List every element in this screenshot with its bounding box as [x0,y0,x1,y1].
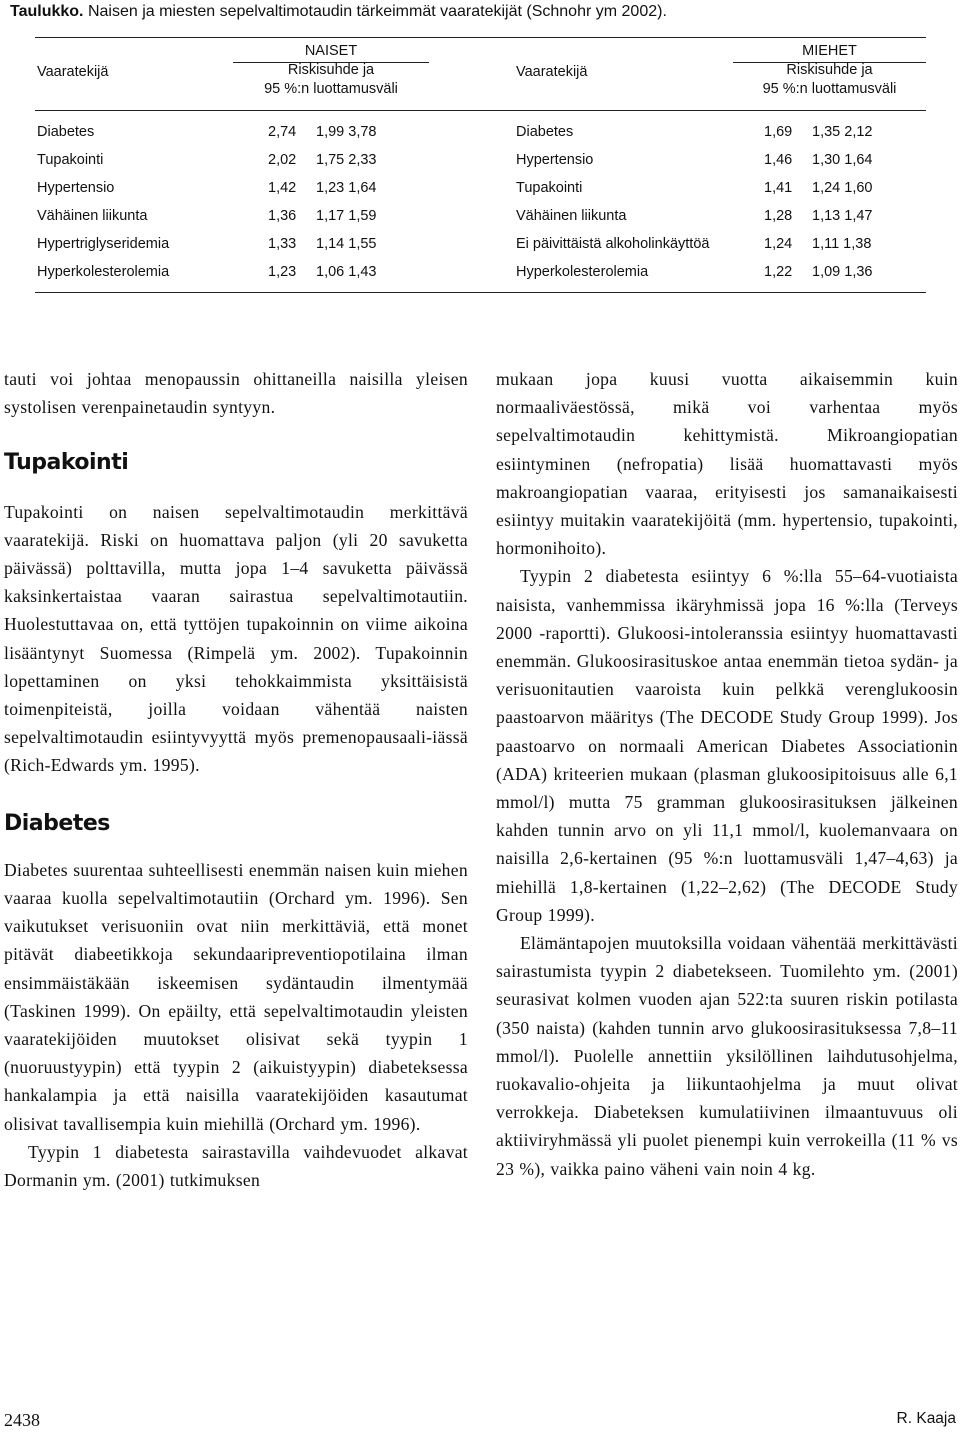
men-risk-label: Riskisuhde ja [786,62,873,78]
table-cell-ci: 1,99 3,78 [316,124,377,140]
table-cell-ratio: 1,69 [764,124,793,140]
table-cell-factor: Diabetes [516,124,574,140]
right-text-column [496,365,958,1183]
paragraph-lifestyle: Elämäntapojen muutoksilla voidaan vähentää merkittävästi sairastumista tyypin 2 diabetekseen. Tuomilehto ym. (2001) seurasivat kolmen vuoden ajan 522:ta suuren riskin potilasta (350 naista) (kahden tunnin arvo glukoosirasituksessa 7,8–11 mmol/l). Puolelle annettiin yksilöllinen laihdutusohjelma, ruokavalio-ohjeita ja liikuntaohjelma ja muut olivat verrokkeja. Diabeteksen kumulatiivinen ilmaantuvuus oli aktiiviryhmässä yli puolet pienempi kuin verrokeilla (11 % vs 23 %), vaikka paino väheni vain noin 4 kg. [496,933,958,1179]
table-cell-ci: 1,23 1,64 [316,180,377,196]
table-cell-ratio: 1,36 [268,208,297,224]
table-cell-factor: Hyperkolesterolemia [516,264,649,280]
author-name: R. Kaaja [896,1410,956,1427]
table-caption [10,3,667,21]
table-cell-factor: Vähäinen liikunta [37,208,148,224]
table-cell-ratio: 1,33 [268,236,297,252]
caption-text: Naisen ja miesten sepelvaltimotaudin tärkeimmät vaaratekijät (Schnohr ym 2002). [87,3,667,20]
table-cell-factor: Vähäinen liikunta [516,208,627,224]
table-cell-ci: 1,13 1,47 [812,208,873,224]
table-cell-factor: Hyperkolesterolemia [37,264,170,280]
table-cell-factor: Hypertensio [37,180,115,196]
table-cell-ratio: 1,24 [764,236,793,252]
table-top-rule [35,37,926,38]
table-cell-ratio: 1,42 [268,180,297,196]
table-cell-factor: Hypertriglyseridemia [37,236,170,252]
women-risk-label: Riskisuhde ja [287,62,375,78]
women-group-header [233,42,429,99]
table-bottom-rule [35,292,926,293]
table-cell-ci: 1,35 2,12 [812,124,873,140]
paragraph-diabetes: Diabetes suurentaa suhteellisesti enemmän naisen kuin miehen vaaraa kuolla sepelvaltimotautiin (Orchard ym. 1996). Sen vaikutukset verisuoniin ovat niin merkittäviä, että monet pitävät diabeetikkoja sekundaaripreventiopotilaina ilman ensimmäistäkään iskeemisen sydäntaudin ilmentymää (Taskinen 1999). On epäilty, että sepelvaltimotaudin yleisten vaaratekijöiden muutokset olisivat sekä tyypin 1 (nuoruustyypin) että tyypin 2 (aikuistyypin) diabeteksessa hankalampia ja että naisilla vaaratekijöiden kasautumat olisivat tavallisempia kuin miehillä (Orchard ym. 1996). [4,859,468,1134]
table-cell-factor: Tupakointi [37,152,104,168]
page-number: 2438 [4,1410,40,1430]
table-cell-ratio: 1,23 [268,264,297,280]
left-text-column [4,365,468,1194]
table-cell-ci: 1,11 1,38 [812,236,872,252]
table-cell-ci: 1,06 1,43 [316,264,377,280]
table-cell-factor: Ei päivittäistä alkoholinkäyttöä [516,236,710,252]
table-cell-factor: Tupakointi [516,180,583,196]
table-cell-ratio: 1,41 [764,180,793,196]
paragraph-type2: Tyypin 2 diabetesta esiintyy 6 %:lla 55–64-vuotiaista naisista, vanhemmissa ikäryhmissä jopa 16 %:lla (Terveys 2000 -raportti). Glukoosi-intoleranssia esiintyy huomattavasti enemmän. Glukoosirasituskoe antaa enemmän tietoa sydän- ja verisuonitautien vaaroista kuin pelkkä verenglukoosin paastoarvon määritys (The DECODE Study Group 1999). Jos paastoarvo on normaali American Diabetes Associationin (ADA) kriteerien mukaan (plasman glukoosipitoisuus alle 6,1 mmol/l) mutta 75 gramman glukoosirasituksen jälkeinen kahden tunnin arvo on yli 11,1 mmol/l, kuolemanvaara on naisilla 2,6-kertainen (95 %:n luottamusväli 1,47–4,63) ja miehillä 1,8-kertainen (1,22–2,62) (The DECODE Study Group 1999). [496,566,958,925]
table-cell-ratio: 2,74 [268,124,297,140]
table-cell-ratio: 1,46 [764,152,793,168]
table-header-rule [35,110,926,111]
table-cell-ci: 1,75 2,33 [316,152,377,168]
table-cell-factor: Diabetes [37,124,95,140]
paragraph-intro: tauti voi johtaa menopaussin ohittaneilla naisilla yleisen systolisen verenpainetaudin syntyyn. [4,369,468,418]
women-factor-header: Vaaratekijä [37,64,109,80]
women-ci-label: 95 %:n luottamusväli [264,81,398,97]
heading-diabetes: Diabetes [4,810,110,836]
table-cell-ci: 1,24 1,60 [812,180,873,196]
table-cell-ci: 1,30 1,64 [812,152,873,168]
caption-label: Taulukko. [10,3,84,20]
table-cell-ci: 1,17 1,59 [316,208,377,224]
women-group-title: NAISET [304,43,358,59]
table-cell-ratio: 1,22 [764,264,793,280]
men-ci-label: 95 %:n luottamusväli [762,81,897,97]
table-cell-ratio: 1,28 [764,208,793,224]
table-cell-ratio: 2,02 [268,152,297,168]
table-cell-ci: 1,09 1,36 [812,264,873,280]
men-group-header [733,42,926,99]
heading-smoking: Tupakointi [4,450,129,476]
paragraph-type1: Tyypin 1 diabetesta sairastavilla vaihdevuodet alkavat Dormanin ym. (2001) tutkimuksen [4,1141,468,1191]
men-group-title: MIEHET [802,43,857,59]
paragraph-continued: mukaan jopa kuusi vuotta aikaisemmin kuin normaaliväestössä, mikä voi varhentaa myös sepelvaltimotaudin kehittymistä. Mikroangiopatian esiintyminen (nefropatia) lisää huomattavasti myös makroangiopatian vaaraa, erityisesti jos samanaikaisesti esiintyy muitakin vaaratekijöitä (mm. hypertensio, tupakointi, hormonihoito). [496,369,958,559]
men-factor-header: Vaaratekijä [516,64,588,80]
table-cell-ci: 1,14 1,55 [316,236,377,252]
paragraph-smoking: Tupakointi on naisen sepelvaltimotaudin merkittävä vaaratekijä. Riski on huomattava paljon (yli 20 savuketta päivässä) polttavilla, mutta jopa 1–4 savuketta päivässä kaksinkertaistaa vaaran sairastua sepelvaltimotautiin. Huolestuttavaa on, että tyttöjen tupakoinnin on viime aikoina lisääntynyt Suomessa (Rimpelä ym. 2002). Tupakoinnin lopettaminen on yksi tehokkaimmista yksittäisistä toimenpiteistä, joilla voidaan vähentää naisten sepelvaltimotaudin esiintyvyyttä myös premenopausaali-iässä (Rich-Edwards ym. 1995). [4,501,468,776]
table-cell-factor: Hypertensio [516,152,594,168]
